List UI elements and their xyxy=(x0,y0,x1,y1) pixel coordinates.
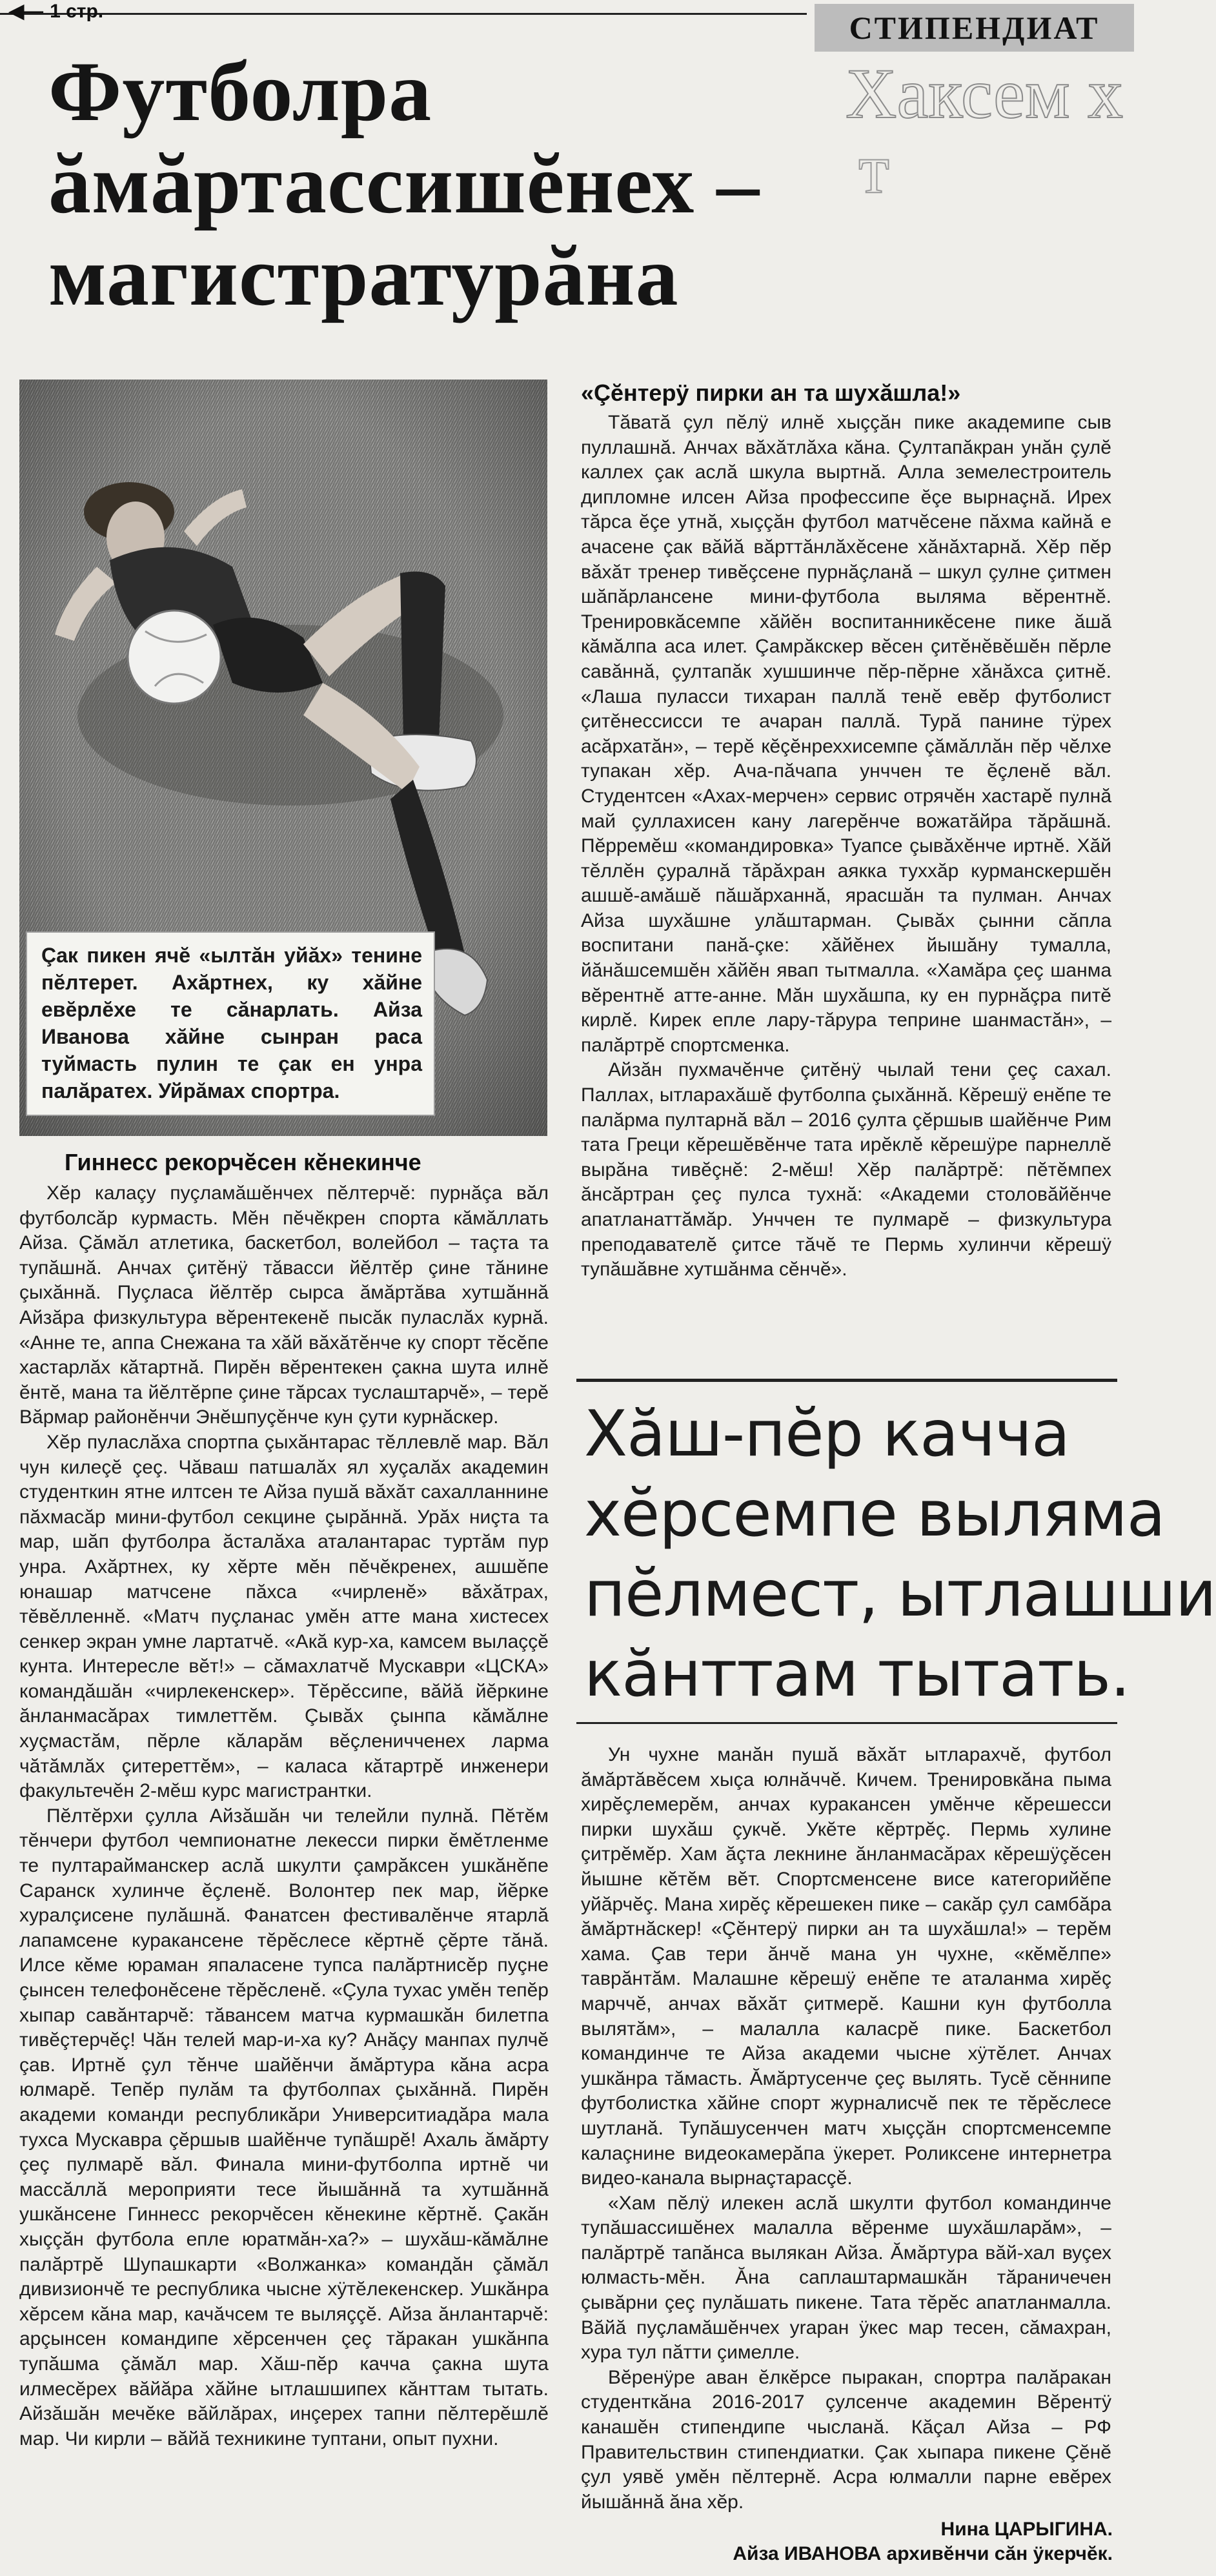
paragraph: Вĕренÿре аван ĕлкĕрсе пыракан, спортра палăракан студенткăна 2016-2017 çулсенче академин Вĕрентÿ канашĕн стипендипе чысланă. Кăçал Айза – РФ Правительствин стипендиатки. Çак хыпара пикене Çĕнĕ çул уявĕ умĕн пĕлтернĕ. Асра юлмалли парне евĕрех йышăннă ăна хĕр. xyxy=(581,2366,1111,2513)
ghost-line-2: т xyxy=(858,129,890,208)
page-reference[interactable] xyxy=(9,0,103,23)
right-subhead: «Çĕнтерÿ пирки ан та шухăшла!» xyxy=(581,380,961,406)
article-photo xyxy=(19,380,547,1136)
left-subhead: Гиннесс рекорчĕсен кĕнекинче xyxy=(65,1149,421,1175)
headline-line-3: магистратурăна xyxy=(48,228,679,323)
photo-caption: Çак пикен ячĕ «ылтăн уйăх» тенине пĕлтерет. Ахăртнех, ку хăйне евĕрлĕхе те сăнарлать. Айза Иванова хăйне сынран раса туймасть пулин те çак ен унра палăратех. Уйрăмах спортра. xyxy=(26,931,435,1116)
pull-quote xyxy=(584,1394,1216,1714)
paragraph: Айзăн пухмачĕнче çитĕнÿ чылай тени çеç сахал. Паллах, ытларахăшĕ футболпа çыхăннă. Кĕрешÿ енĕпе те палăрма пултарнă вăл – 2016 çулта çĕршыв шайĕнче Рим тата Греци кĕрешĕвĕнче тата ирĕклĕ кĕрешÿре парнеллĕ вырăна тивĕçнĕ: 2-мĕш! Хĕр палăртрĕ: пĕтĕмпех ăнсăртран çеç пулса тухнă: «Академи столовăйĕнче апатланаттăмăр. Унччен те пулмарĕ – физкультура преподавателĕ çитсе тăчĕ те Пермь хулинчи кĕрешÿ тупăшăвне хутшăнма сĕнчĕ». xyxy=(581,1059,1111,1281)
paragraph: Пĕлтĕрхи çулла Айзăшăн чи телейли пулнă. Пĕтĕм тĕнчери футбол чемпионатне лекесси пирки ĕмĕтленме те пултарайманскер аслă шкулти çамрăксен ушкăнĕпе Саранск хулинче ĕçленĕ. Волонтер пек мар, йĕрке хуралçисене пулăшнă. Фанатсен фестивалĕнче ятарлă лапамсене куракансене тĕрĕслесе кĕртнĕ çĕрте тăнă. Илсе кĕме юраман япаласене тупса палăртнисĕр пуçне çынсен телефонĕсене тĕрĕсленĕ. «Çула тухас умĕн тепĕр хыпар савăнтарчĕ: тăвансем матча курмашкăн билетпа тивĕçтерчĕç! Чăн телей мар-и-ха ку? Анăçу манпах пулчĕ çав. Иртнĕ çул тĕнче шайĕнчи ăмăртура кăна асра юлмарĕ. Тепĕр пулăм та футболпах çыхăннă. Пирĕн академи команди республикăри Университиадăра мала тухса Мускавра çĕршыв шайĕнче тупăшрĕ! Ахаль ăмăрту çеç пулмарĕ вăл. Финала мини-футболпа иртнĕ чи массăллă мероприяти тесе йышăннă та хутшăннă ушкăнсене Гиннесс рекорчĕсен кĕнекине кĕртнĕ. Çакăн хыççăн футбола епле юратмăн-ха?» – шухăш-кăмăлне палăртрĕ Шупашкарти «Волжанка» командăн çăмăл дивизиончĕ те республика чысне хÿтĕлекенскер. Ушкăнра хĕрсем кăна мар, качăчсем те выляççĕ. Айза ăнлантарчĕ: арçынсен командипе хĕрсенчен çеç тăракан ушкăнпа тупăшма çăмăл мар. Хăш-пĕр качча çакна шута илмесĕрех вăйăра хăйне ытлашшипех кăнттам тытать. Айзăшăн мечĕке вăйлăрах, инçерех тапни пĕлтерĕшлĕ мар. Чи кирли – вăйă техникине туптани, опыт пухни. xyxy=(19,1805,549,2449)
pullquote-top-rule xyxy=(576,1379,1117,1382)
paragraph: «Хам пĕлÿ илекен аслă шкулти футбол командинче тупăшассишĕнех малалла вĕренме шухăшларăм», – палăртрĕ тапăнса вылякан Айза. Ăмăртура вăй-хал вуçех юлмасть-мĕн. Ăна саплаштармашкăн тăраничечен çывăрни çеç пулăшать пикене. Тата тĕрĕс апатланмалла. Вăйă пуçламăшĕнчех уraран ÿкес мар тесен, сăмахран, хура тул пăтти çимелле. xyxy=(581,2192,1111,2364)
paragraph: Хĕр калаçу пуçламăшĕнчех пĕлтерчĕ: пурнăçа вăл футболсăр курмасть. Мĕн пĕчĕкрен спорта кăмăллать Айза. Çăмăл атлетика, баскетбол, волейбол – таçта та тупăшнă. Анчах çитĕнÿ тăвасси йĕлтĕр çине тăнине çыхăннă. Пуçласа йĕлтĕр сырса ăмăртăва хутшăннă Айзăра физкультура вĕрентекенĕ пысăк пуласлăх курнă. «Анне те, аппа Снежана та хăй вăхăтĕнче ку спорт тĕсĕпе хастарлăх кăтартнă. Пирĕн вĕрентекен çакна шута илнĕ ĕнтĕ, мана та йĕлтĕрпе çине тăрсах туслаштарчĕ», – терĕ Вăрмар районĕнчи Энĕшпуçĕнче кун çути курнăскер. xyxy=(19,1182,549,1428)
headline-line-2: ăмăртассишĕнех – xyxy=(48,136,760,231)
headline xyxy=(48,45,836,322)
ghost-line-1: Хаксем х xyxy=(846,54,1124,133)
pull-quote-line: кăнттам тытать. xyxy=(584,1638,1130,1711)
paragraph: Ун чухне манăн пушă вăхăт ытларахчĕ, футбол ăмăртăвĕсем хыçа юлнăччĕ. Кичем. Тренировкăна пыма хирĕçлемерĕм, анчах куракансен умĕнче кĕрешесси пирки шухăш çукчĕ. Укĕте кĕртрĕç. Пермь хулине çитрĕмĕр. Хам ăçта лекнине ăнланмасăрах кĕрешÿçĕсен йышне кĕтĕм вĕт. Спортсменсене висе категорийĕпе уйăрчĕç. Мана хирĕç кĕрешекен пике – сакăр çул самбăра ăмăртнăскер! «Çĕнтерÿ пирки ан та шухăшла!» – терĕм хама. Çав тери ăнчĕ мана ун чухне, «кĕмĕлпе» таврăнтăм. Малашне кĕрешÿ енĕпе те аталанма хирĕç марччĕ, анчах вăхăт çитмерĕ. Кашни кун футболла вылятăм», – малалла каласрĕ пике. Баскетбол командинче те Айза академи чысне хÿтĕлет. Анчах ушкăнра тăмасть. Ăмăртусенче çеç вылять. Тусĕ сĕннипе футболистка хăйне спорт журналисчĕ пек те тĕрĕслесе шутланă. Тупăшусенчен матч хыççăн спортсменсемпе калаçнине видеокамерăпа ÿкерет. Роликсене интернетра видео-канала вырнаçтарасçĕ. xyxy=(581,1744,1111,2189)
pull-quote-line: пĕлмест, ытлашши xyxy=(584,1557,1216,1631)
pullquote-bottom-rule xyxy=(576,1722,1117,1724)
page-reference-label: 1 стр. xyxy=(50,1,104,22)
right-column-text-top xyxy=(581,411,1111,1283)
arrow-left-icon: ◀— xyxy=(9,1,44,22)
left-column-text xyxy=(19,1181,549,2451)
headline-line-1: Футболра xyxy=(48,44,432,139)
pull-quote-line: хĕрсемпе выляма xyxy=(584,1477,1165,1551)
right-column-text-bottom xyxy=(581,1743,1111,2515)
top-rule xyxy=(0,13,807,15)
rubric-label: СТИПЕНДИАТ xyxy=(815,4,1134,52)
paragraph: Хĕр пуласлăха спортпа çыхăнтарас тĕллевлĕ мар. Вăл чун килеçĕ çеç. Чăваш патшалăх ял хуçалăх академин студенткин ятне илтсен те Айза пушă вăхăт сахалланнине пăхмасăр мини-футбол секцине çырăннă. Урăх ниçта та мар, шăп футболра ăсталăха аталантарас туртăм пур унра. Ахăртнех, ку хĕрте мĕн пĕчĕкренех, ашшĕпе юнашар матчсене пăхса «чирленĕ» вăхăтрах, тĕвĕлленнĕ. «Матч пуçланас умĕн атте мана хистесех сенкер экран умне лартатчĕ. «Акă кур-ха, камсем вылаççĕ кунта. Интересле вĕт!» – сăмахлатчĕ Мускаври «ЦСКА» командăшăн «чирлекенскер». Тĕрĕссипе, вăйă йĕркине ăнланмасăрах тимлеттĕм. Çывăх çынпа кăмăлне хуçмастăм, пĕрле кăларăм вĕçленичченех ларма чăтăмлăх çитереттĕм», – каласа кăтартрĕ инженери факультечĕн 2-мĕш курс магистрантки. xyxy=(19,1431,549,1802)
byline xyxy=(733,2517,1113,2566)
pull-quote-line: Хăш-пĕр качча xyxy=(584,1397,1070,1471)
paragraph: Тăватă çул пĕлÿ илнĕ хыççăн пике академипе сыв пуллашнă. Анчах вăхăтлăха кăна. Çултапăкран унăн çулĕ каллех çак аслă шкула выртнă. Алла земелестроитель дипломне илсен Айза профессипе ĕçе вырнаçнă. Ирех тăрса ĕçе утнă, хыççăн футбол матчĕсене пăхма кайнă е ачасене çак вăйă вăрттăнлăхĕсене хăнăхтарнă. Хĕр пĕр вăхăт тренер тивĕçсене пурнăçланă – шкул çулне çитмен шăпăрлансене мини-футбола выляма вĕрентнĕ. Тренировкăсемпе хăйĕн воспитанникĕсене пике ăшă кăмăлпа аса илет. Çамрăкскер вĕсен çитĕнĕвĕшĕн пĕрле савăннă, çултапăк хушшинче пĕр-пĕрне хăнăхса çитнĕ. «Лаша пуласси тихаран паллă тенĕ евĕр футболист çитĕнессисси те ачаран паллă. Турă панине тÿрех асăрхатăн», – терĕ кĕçĕнреххисемпе çăмăллăн пĕр чĕлхе тупакан хĕр. Ача-пăчапа унччен те ĕçленĕ вăл. Студентсен «Ахах-мерчен» сервис отрячĕн хастарĕ пулнă май çуллахисен кану лагерĕнче вожатăйра тăрăшнă. Пĕрремĕш «командировка» Туапсе çывăхĕнче иртнĕ. Хăй тĕллĕн çуралнă тăрăхран аякка туххăр курманскершĕн ашшĕ-амăшĕ пăшăрханнă, ярасшăн та пулман. Анчах Айза шухăшне улăштарман. Çывăх çынни сăпла воспитани панă-çке: хăйĕнех йышăну тумалла, йăнăшсемшĕн хăйĕн явап тытмалла. «Хамăра çеç шанма вĕрентнĕ атте-анне. Мăн шухăшпа, ку ен пурнăçра питĕ кирлĕ. Кирек епле лару-тăрура тепринe шанмастăн», – палăртрĕ спортсменка. xyxy=(581,412,1111,1056)
top-bar xyxy=(0,0,1139,46)
author-name: Нина ЦАРЫГИНА. xyxy=(940,2519,1113,2540)
adjacent-headline-ghost xyxy=(833,54,1136,208)
photo-credit: Айза ИВАНОВА архивĕнчи сăн ÿкерчĕк. xyxy=(733,2543,1113,2564)
